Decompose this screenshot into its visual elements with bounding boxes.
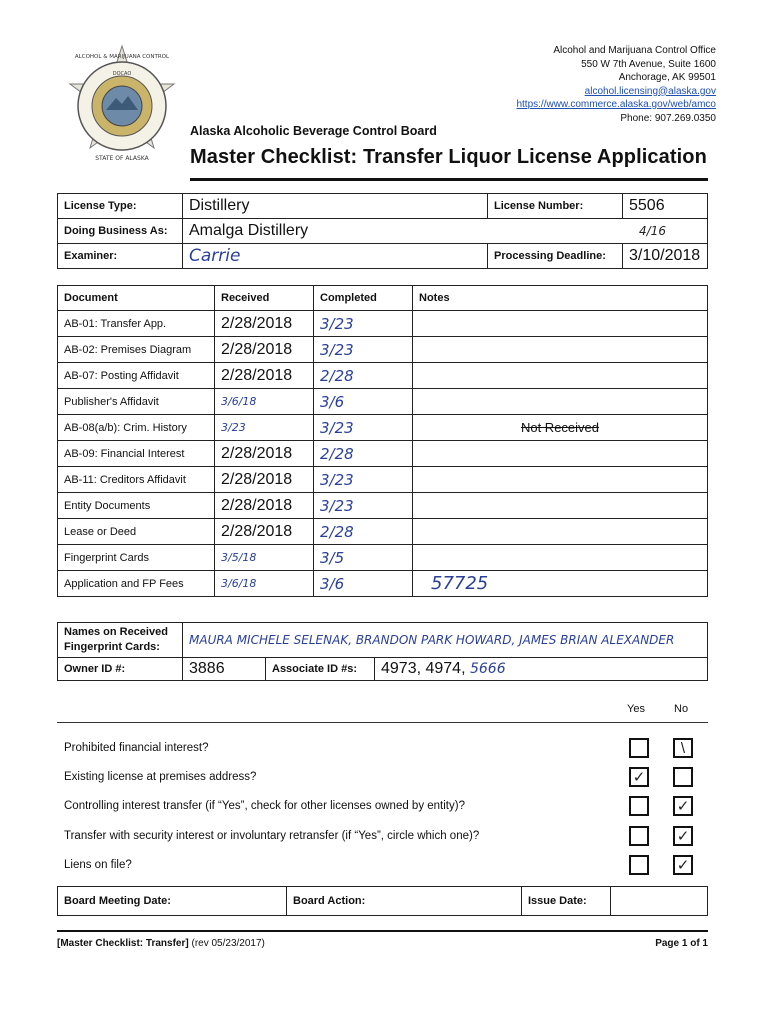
page-title: Master Checklist: Transfer Liquor License Application [190, 146, 707, 168]
document-name: AB-09: Financial Interest [58, 441, 215, 467]
received-date: 2/28/2018 [215, 467, 314, 493]
document-row [58, 493, 708, 519]
office-address [516, 44, 716, 125]
document-row [58, 519, 708, 545]
notes [413, 493, 708, 519]
associate-id-cell [375, 658, 708, 681]
question-text: Liens on file? [64, 859, 132, 871]
notes [413, 337, 708, 363]
completed-date: 3/23 [314, 415, 413, 441]
examiner-value: Carrie [183, 244, 488, 269]
notes: 57725 [413, 571, 708, 597]
document-name: Entity Documents [58, 493, 215, 519]
question-text: Controlling interest transfer (if “Yes”, check for other licenses owned by entity)? [64, 800, 465, 812]
document-row [58, 363, 708, 389]
footer-form-name: [Master Checklist: Transfer] [57, 938, 189, 949]
question-text: Existing license at premises address? [64, 771, 257, 783]
question-no-checkbox[interactable]: ✓ [673, 826, 693, 846]
document-name: AB-02: Premises Diagram [58, 337, 215, 363]
seal-inner-text: DOCAO [112, 71, 132, 77]
column-document: Document [58, 286, 215, 311]
license-type-value: Distillery [183, 194, 488, 219]
license-type-label: License Type: [58, 194, 183, 219]
completed-date: 3/23 [314, 493, 413, 519]
notes [413, 311, 708, 337]
title-rule [190, 178, 708, 181]
received-date: 2/28/2018 [215, 311, 314, 337]
footer-revision: (rev 05/23/2017) [188, 938, 265, 949]
document-name: Publisher's Affidavit [58, 389, 215, 415]
notes [413, 389, 708, 415]
question-yes-checkbox[interactable] [629, 738, 649, 758]
meeting-date-label: Board Meeting Date: [58, 887, 287, 916]
notes [413, 545, 708, 571]
question-yes-checkbox[interactable] [629, 826, 649, 846]
document-name: AB-08(a/b): Crim. History [58, 415, 215, 441]
board-name: Alaska Alcoholic Beverage Control Board [190, 124, 437, 138]
owner-id-value: 3886 [183, 658, 266, 681]
office-address2: Anchorage, AK 99501 [618, 72, 716, 83]
received-date: 2/28/2018 [215, 337, 314, 363]
document-row [58, 337, 708, 363]
examiner-label: Examiner: [58, 244, 183, 269]
question-no-checkbox[interactable]: \ [673, 738, 693, 758]
license-header-table [57, 193, 708, 269]
alaska-seal-logo [58, 44, 186, 172]
question-yes-checkbox[interactable] [629, 855, 649, 875]
footer-left [57, 938, 265, 949]
question-yes-checkbox[interactable]: ✓ [629, 767, 649, 787]
document-row [58, 311, 708, 337]
received-date: 2/28/2018 [215, 519, 314, 545]
license-number-value: 5506 [623, 194, 708, 219]
completed-date: 3/23 [314, 467, 413, 493]
completed-date: 2/28 [314, 519, 413, 545]
column-notes: Notes [413, 286, 708, 311]
question-text: Transfer with security interest or involuntary retransfer (if “Yes”, circle which one)? [64, 830, 480, 842]
document-name: Lease or Deed [58, 519, 215, 545]
completed-date: 3/23 [314, 311, 413, 337]
received-date: 2/28/2018 [215, 363, 314, 389]
completed-date: 2/28 [314, 363, 413, 389]
owner-id-label: Owner ID #: [58, 658, 183, 681]
office-address1: 550 W 7th Avenue, Suite 1600 [581, 58, 716, 70]
received-date: 3/6/18 [215, 389, 314, 415]
issue-date-label: Issue Date: [522, 887, 611, 916]
document-name: AB-11: Creditors Affidavit [58, 467, 215, 493]
question-no-checkbox[interactable] [673, 767, 693, 787]
notes: Not Received [413, 415, 708, 441]
documents-header-row [58, 286, 708, 311]
completed-date: 3/6 [314, 571, 413, 597]
document-row [58, 389, 708, 415]
document-name: Fingerprint Cards [58, 545, 215, 571]
notes [413, 467, 708, 493]
document-name: AB-01: Transfer App. [58, 311, 215, 337]
office-name: Alcohol and Marijuana Control Office [553, 45, 716, 56]
associate-id-value: 4973, 4974, [381, 660, 466, 677]
office-phone: Phone: 907.269.0350 [620, 112, 716, 124]
associate-id-label: Associate ID #s: [266, 658, 375, 681]
question-text: Prohibited financial interest? [64, 742, 209, 754]
question-no-checkbox[interactable]: ✓ [673, 855, 693, 875]
names-label: Names on Received Fingerprint Cards: [58, 623, 183, 658]
names-value: MAURA MICHELE SELENAK, BRANDON PARK HOWARD, JAMES BRIAN ALEXANDER [183, 623, 708, 658]
issue-date-value[interactable] [611, 887, 708, 916]
document-row [58, 467, 708, 493]
notes [413, 441, 708, 467]
license-number-label: License Number: [488, 194, 623, 219]
document-row [58, 571, 708, 597]
no-header: No [674, 703, 689, 715]
completed-date: 3/5 [314, 545, 413, 571]
documents-body [58, 311, 708, 597]
received-date: 3/5/18 [215, 545, 314, 571]
seal-bottom-text: STATE OF ALASKA [95, 155, 149, 162]
notes [413, 363, 708, 389]
yes-header: Yes [627, 703, 645, 715]
received-date: 2/28/2018 [215, 441, 314, 467]
received-date: 3/6/18 [215, 571, 314, 597]
dba-value: Amalga Distillery [183, 219, 708, 244]
board-action-label: Board Action: [287, 887, 522, 916]
received-date: 3/23 [215, 415, 314, 441]
notes [413, 519, 708, 545]
deadline-value: 3/10/2018 [629, 247, 701, 264]
questions-top-rule [57, 722, 708, 723]
column-received: Received [215, 286, 314, 311]
footer-page-number: Page 1 of 1 [655, 938, 708, 949]
deadline-handwritten-note: 4/16 [639, 224, 666, 238]
document-row [58, 545, 708, 571]
received-date: 2/28/2018 [215, 493, 314, 519]
deadline-cell [623, 224, 708, 269]
question-no-checkbox[interactable]: ✓ [673, 796, 693, 816]
deadline-label: Processing Deadline: [488, 244, 623, 269]
question-yes-checkbox[interactable] [629, 796, 649, 816]
office-website-link[interactable]: https://www.commerce.alaska.gov/web/amco [516, 99, 716, 110]
document-row [58, 441, 708, 467]
completed-date: 3/23 [314, 337, 413, 363]
seal-top-text: ALCOHOL & MARIJUANA CONTROL [74, 54, 170, 60]
document-name: Application and FP Fees [58, 571, 215, 597]
completed-date: 3/6 [314, 389, 413, 415]
fingerprint-names-table [57, 622, 708, 681]
associate-id-handwritten: 5666 [469, 661, 506, 677]
documents-table [57, 285, 708, 597]
document-row [58, 415, 708, 441]
document-name: AB-07: Posting Affidavit [58, 363, 215, 389]
footer-rule [57, 930, 708, 932]
dba-label: Doing Business As: [58, 219, 183, 244]
completed-date: 2/28 [314, 441, 413, 467]
office-email-link[interactable]: alcohol.licensing@alaska.gov [584, 85, 716, 97]
board-meeting-table [57, 886, 708, 916]
column-completed: Completed [314, 286, 413, 311]
